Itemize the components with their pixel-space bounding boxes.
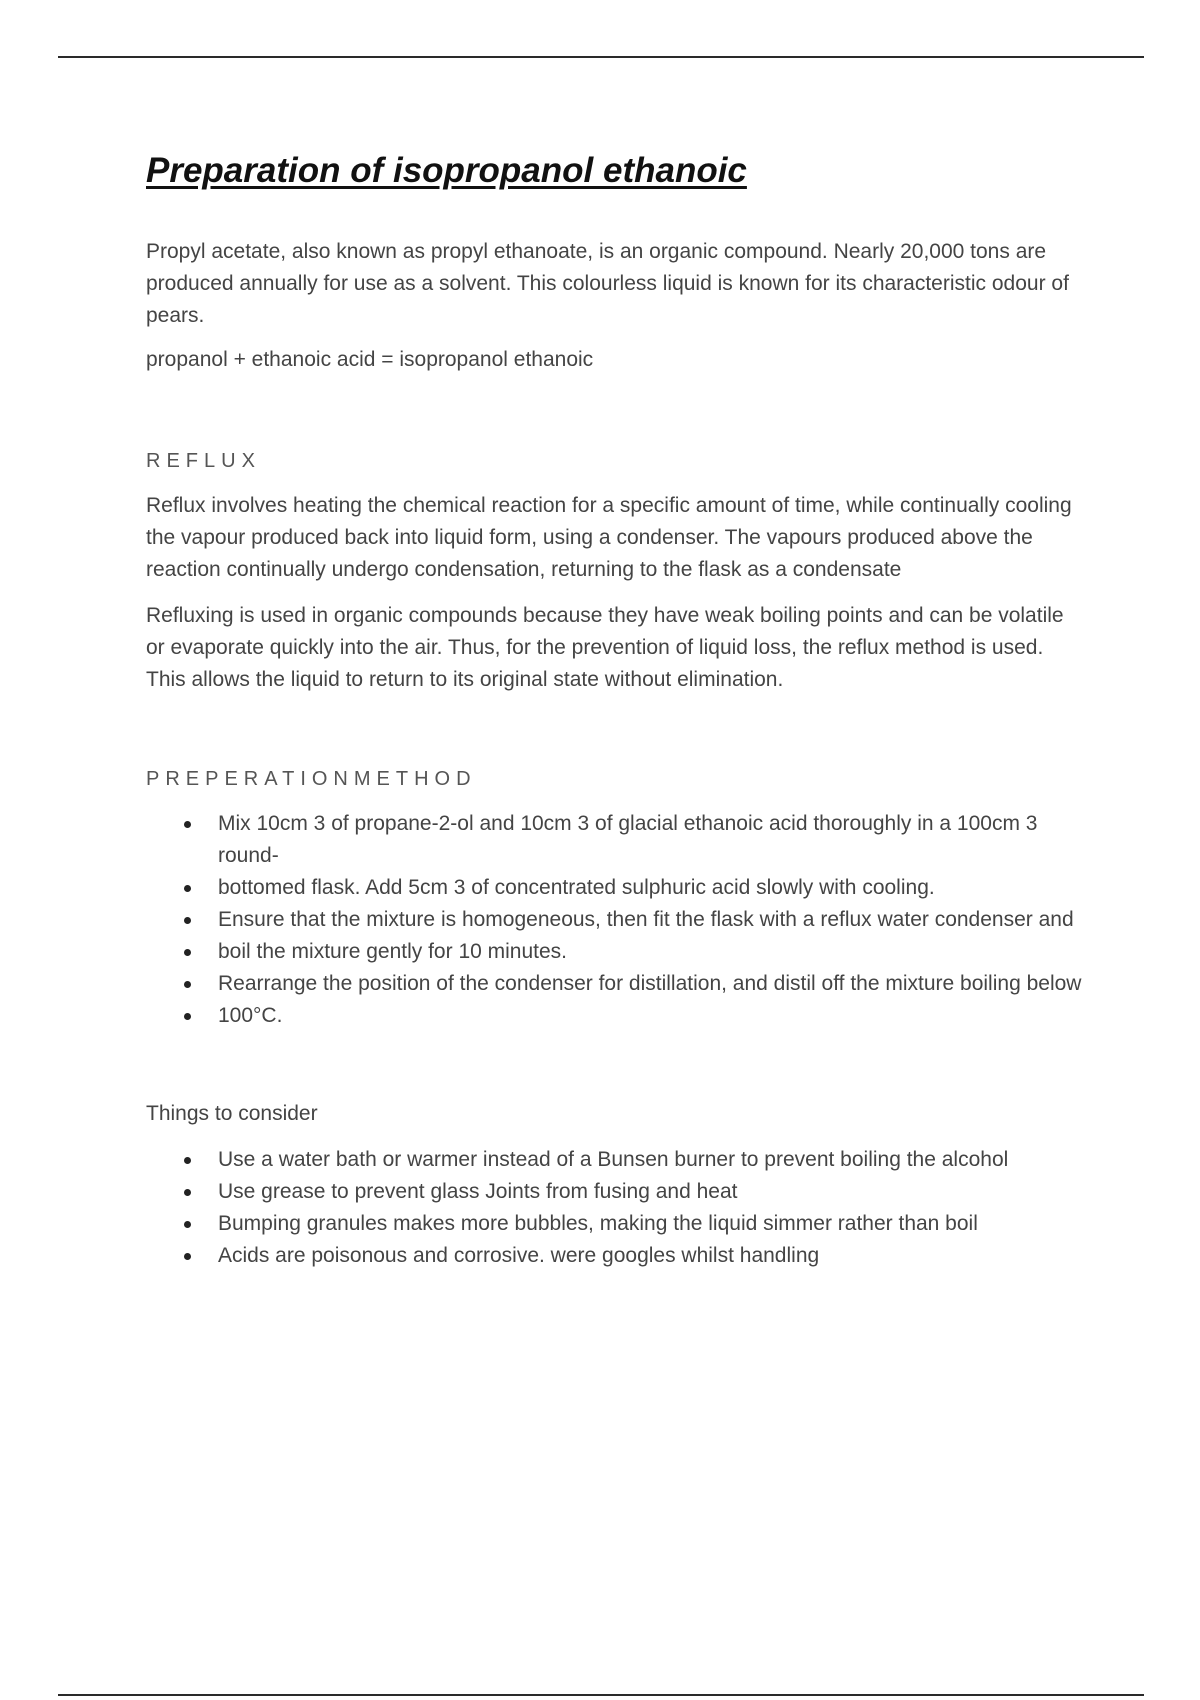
consideration-text: Use grease to prevent glass Joints from fusing and heat	[218, 1180, 738, 1203]
bullet-icon	[184, 949, 191, 956]
list-item	[146, 1208, 1086, 1240]
header-rule	[58, 56, 1144, 58]
considerations-list	[146, 1144, 1086, 1272]
bullet-icon	[184, 917, 191, 924]
list-item	[146, 968, 1086, 1000]
considerations-label: Things to consider	[146, 1102, 318, 1125]
method-step-text: bottomed flask. Add 5cm 3 of concentrated sulphuric acid slowly with cooling.	[218, 876, 935, 899]
bullet-icon	[184, 1221, 191, 1228]
consideration-text: Acids are poisonous and corrosive. were googles whilst handling	[218, 1244, 820, 1267]
bullet-icon	[184, 1253, 191, 1260]
bullet-icon	[184, 885, 191, 892]
document-title: Preparation of isopropanol ethanoic	[146, 151, 747, 190]
consideration-text: Use a water bath or warmer instead of a Bunsen burner to prevent boiling the alcohol	[218, 1148, 1009, 1171]
method-step-text: boil the mixture gently for 10 minutes.	[218, 940, 568, 963]
document-page	[146, 146, 1086, 1272]
list-item	[146, 1144, 1086, 1176]
reflux-heading: REFLUX	[146, 450, 261, 472]
method-step-text: Ensure that the mixture is homogeneous, then fit the flask with a reflux water condenser and	[218, 908, 1074, 931]
bullet-icon	[184, 821, 191, 828]
list-item	[146, 872, 1086, 904]
reflux-paragraph-2: Refluxing is used in organic compounds because they have weak boiling points and can be volatile or evaporate quickly into the air. Thus, for the prevention of liquid loss, the reflux method is used. This allows the liquid to return to its original state without elimination.	[146, 604, 1064, 691]
bullet-icon	[184, 1189, 191, 1196]
list-item	[146, 808, 1086, 872]
reflux-paragraph-1: Reflux involves heating the chemical reaction for a specific amount of time, while continually cooling the vapour produced back into liquid form, using a condenser. The vapours produced above the reaction continually undergo condensation, returning to the flask as a condensate	[146, 494, 1072, 581]
list-item	[146, 1240, 1086, 1272]
intro-paragraph: Propyl acetate, also known as propyl ethanoate, is an organic compound. Nearly 20,000 tons are produced annually for use as a solvent. This colourless liquid is known for its characteristic odour of pears.	[146, 240, 1069, 327]
footer-rule	[58, 1694, 1144, 1696]
consideration-text: Bumping granules makes more bubbles, making the liquid simmer rather than boil	[218, 1212, 978, 1235]
method-step-text: Mix 10cm 3 of propane-2-ol and 10cm 3 of glacial ethanoic acid thoroughly in a 100cm 3 round-	[218, 812, 1038, 867]
method-heading: PREPERATIONMETHOD	[146, 768, 477, 790]
bullet-icon	[184, 981, 191, 988]
bullet-icon	[184, 1013, 191, 1020]
list-item	[146, 936, 1086, 968]
list-item	[146, 1000, 1086, 1032]
method-step-text: 100°C.	[218, 1004, 283, 1027]
list-item	[146, 904, 1086, 936]
bullet-icon	[184, 1157, 191, 1164]
list-item	[146, 1176, 1086, 1208]
method-step-text: Rearrange the position of the condenser for distillation, and distil off the mixture boiling below	[218, 972, 1082, 995]
method-steps-list	[146, 808, 1086, 1032]
reaction-equation: propanol + ethanoic acid = isopropanol ethanoic	[146, 348, 594, 371]
